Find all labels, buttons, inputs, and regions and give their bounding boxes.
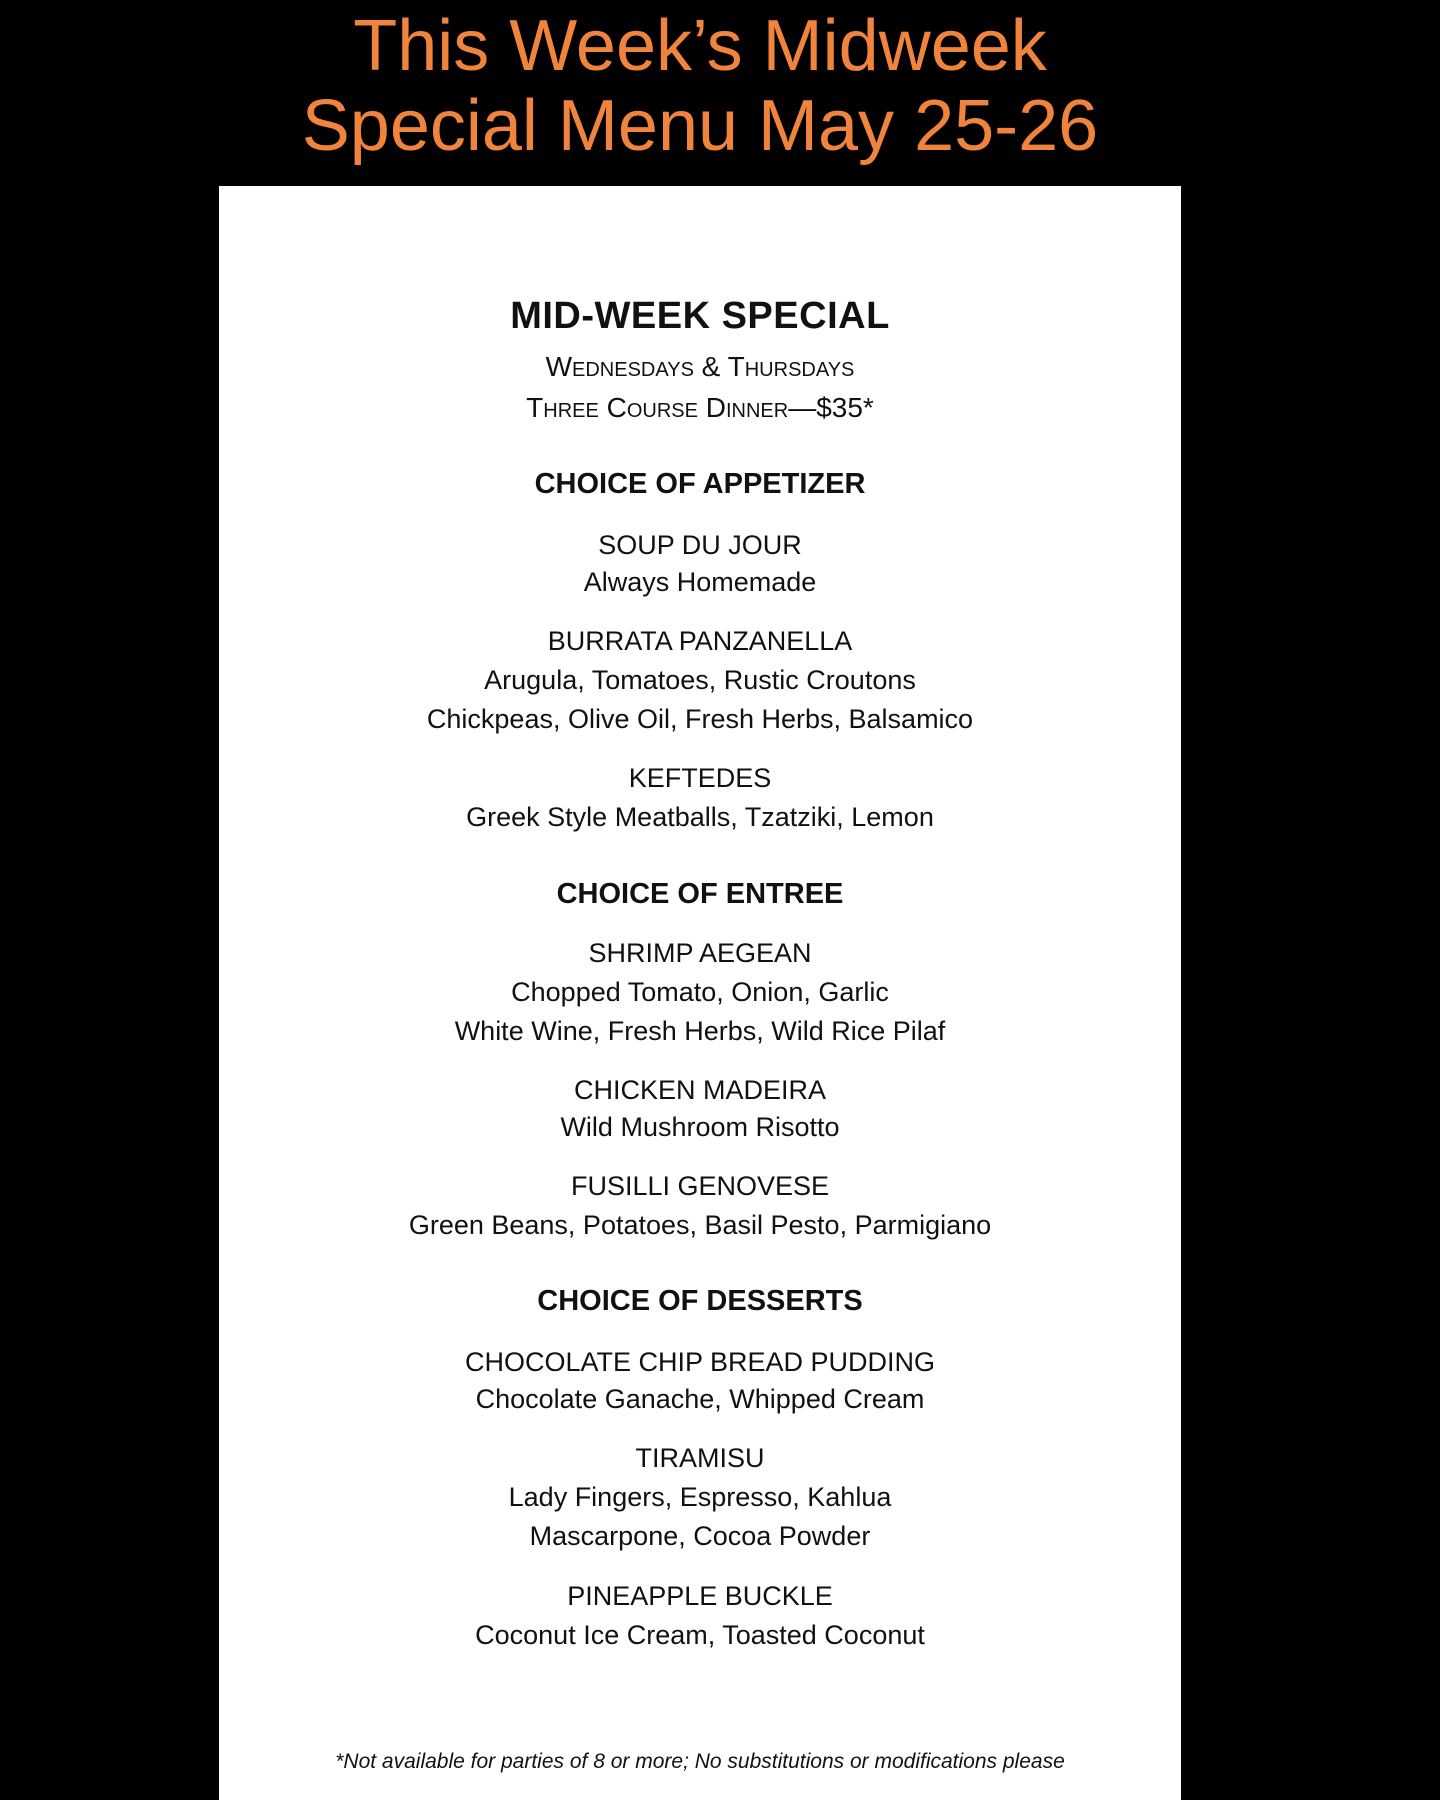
item-name-burrata: BURRATA PANZANELLA <box>547 626 853 656</box>
item-desc-bread-pudding: Chocolate Ganache, Whipped Cream <box>475 1384 925 1414</box>
item-desc-tiramisu-1: Lady Fingers, Espresso, Kahlua <box>508 1482 892 1512</box>
item-desc-fusilli: Green Beans, Potatoes, Basil Pesto, Parmigiano <box>408 1210 992 1240</box>
menu-card <box>219 186 1181 1800</box>
item-desc-burrata-1: Arugula, Tomatoes, Rustic Croutons <box>484 665 916 695</box>
item-name-soup: SOUP DU JOUR <box>598 530 802 560</box>
section-heading-desserts: CHOICE OF DESSERTS <box>537 1285 863 1317</box>
item-desc-shrimp-1: Chopped Tomato, Onion, Garlic <box>511 977 889 1007</box>
item-name-pineapple-buckle: PINEAPPLE BUCKLE <box>567 1581 833 1611</box>
item-desc-burrata-2: Chickpeas, Olive Oil, Fresh Herbs, Balsamico <box>426 704 974 734</box>
item-desc-keftedes: Greek Style Meatballs, Tzatziki, Lemon <box>466 802 934 832</box>
item-desc-chicken: Wild Mushroom Risotto <box>560 1112 840 1142</box>
banner-line-1: This Week’s Midweek <box>353 6 1047 86</box>
item-desc-soup: Always Homemade <box>583 567 817 597</box>
section-heading-entree: CHOICE OF ENTREE <box>556 878 844 910</box>
item-name-bread-pudding: CHOCOLATE CHIP BREAD PUDDING <box>464 1347 936 1377</box>
item-name-shrimp: SHRIMP AEGEAN <box>588 938 812 968</box>
banner-line-2: Special Menu May 25-26 <box>301 86 1099 166</box>
item-name-chicken: CHICKEN MADEIRA <box>573 1075 827 1105</box>
section-heading-appetizer: CHOICE OF APPETIZER <box>534 468 866 500</box>
item-name-fusilli: FUSILLI GENOVESE <box>570 1171 830 1201</box>
banner-title <box>0 6 1400 166</box>
footnote: *Not available for parties of 8 or more; No substitutions or modifications please <box>335 1750 1065 1773</box>
menu-title: MID-WEEK SPECIAL <box>510 295 890 337</box>
menu-offer: Three Course Dinner—$35* <box>526 392 874 423</box>
item-name-keftedes: KEFTEDES <box>628 763 772 793</box>
item-name-tiramisu: TIRAMISU <box>635 1443 765 1473</box>
item-desc-shrimp-2: White Wine, Fresh Herbs, Wild Rice Pilaf <box>454 1016 946 1046</box>
item-desc-pineapple-buckle: Coconut Ice Cream, Toasted Coconut <box>475 1620 925 1650</box>
menu-days: Wednesdays & Thursdays <box>545 351 855 382</box>
item-desc-tiramisu-2: Mascarpone, Cocoa Powder <box>529 1521 871 1551</box>
